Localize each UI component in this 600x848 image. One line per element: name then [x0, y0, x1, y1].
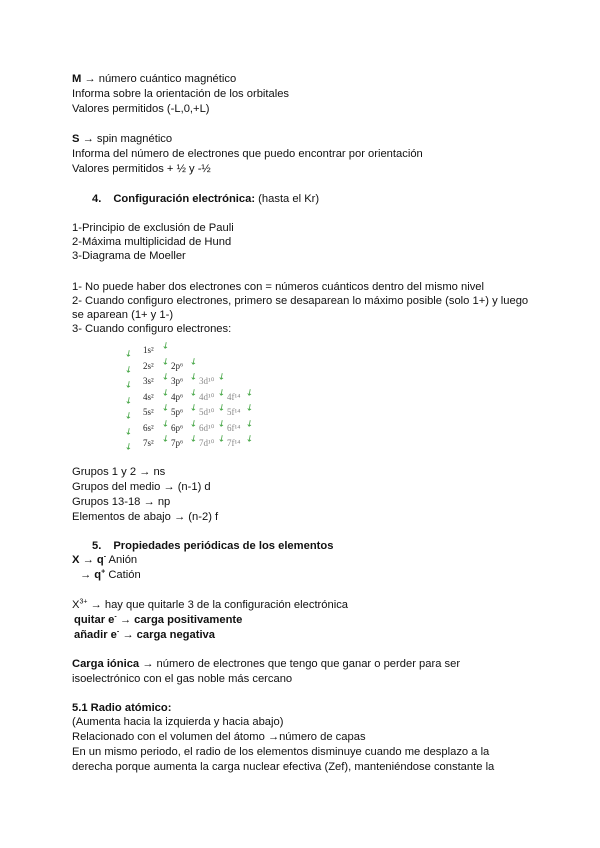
anadir-text: añadir e — [74, 629, 117, 641]
orbital-7f¹⁴: 7f¹⁴ — [227, 438, 241, 448]
orbital-3s²: 3s² — [143, 376, 154, 386]
orbital-3d¹⁰: 3d¹⁰ — [199, 376, 215, 386]
orbital-5d¹⁰: 5d¹⁰ — [199, 407, 215, 417]
quitar-sup: - — [114, 613, 117, 621]
diagonal-arrow-icon: ↙ — [187, 385, 200, 398]
group-line-3: Grupos 13-18 → np — [72, 496, 171, 508]
radio-line1: (Aumenta hacia la izquierda y hacia abajo) — [72, 716, 284, 728]
explanation-2-cont: se aparean (1+ y 1-) — [72, 309, 174, 321]
orbital-5p⁶: 5p⁶ — [171, 407, 184, 417]
anion-formula: X → q — [72, 554, 104, 566]
radio-line3: En un mismo periodo, el radio de los elementos disminuye cuando me desplazo a la — [72, 746, 490, 758]
principle-1: 1-Principio de exclusión de Pauli — [72, 222, 234, 234]
s-line1: Informa del número de electrones que puedo encontrar por orientación — [72, 148, 423, 160]
s-title-text: → spin magnético — [79, 133, 173, 145]
group-line-4: Elementos de abajo → (n-2) f — [72, 511, 219, 523]
radio-line4: derecha porque aumenta la carga nuclear efectiva (Zef), manteniéndose constante la — [72, 761, 495, 773]
s-line2: Valores permitidos + ½ y -½ — [72, 163, 211, 175]
principle-3: 3-Diagrama de Moeller — [72, 250, 186, 262]
group-line-1: Grupos 1 y 2 → ns — [72, 466, 166, 478]
cation-line — [80, 568, 141, 582]
orbital-1s²: 1s² — [143, 345, 154, 355]
diagonal-arrow-icon: ↙ — [122, 424, 135, 437]
m-title-text: → número cuántico magnético — [81, 73, 237, 85]
orbital-7d¹⁰: 7d¹⁰ — [199, 438, 215, 448]
x3-sup: 3+ — [79, 598, 88, 606]
quitar-text: quitar e — [74, 614, 115, 626]
carga-ionica-term: Carga iónica — [72, 658, 140, 670]
diagonal-arrow-icon: ↙ — [122, 393, 135, 406]
orbital-4f¹⁴: 4f¹⁴ — [227, 391, 241, 402]
diagonal-arrow-icon: ↙ — [159, 431, 172, 445]
diagonal-arrow-icon: ↙ — [243, 385, 256, 398]
quitar-line — [74, 613, 242, 627]
anadir-line — [74, 628, 215, 642]
carga-ionica-line — [72, 657, 460, 671]
diagonal-arrow-icon: ↙ — [187, 400, 200, 414]
diagonal-arrow-icon: ↙ — [159, 338, 172, 352]
heading-4-note: (hasta el Kr) — [255, 193, 320, 205]
diagonal-arrow-icon: ↙ — [187, 354, 200, 367]
cation-arrow: → — [80, 569, 95, 581]
cation-label: Catión — [105, 569, 141, 581]
anadir-sup: - — [116, 628, 120, 636]
orbital-4p⁶: 4p⁶ — [171, 391, 184, 402]
diagonal-arrow-icon: ↙ — [159, 369, 172, 383]
anion-sup: - — [103, 553, 107, 561]
x3-text: → hay que quitarle 3 de la configuración electrónica — [87, 599, 349, 611]
quitar-result: → carga positivamente — [116, 614, 243, 626]
diagonal-arrow-icon: ↙ — [122, 346, 135, 360]
diagonal-arrow-icon: ↙ — [159, 354, 172, 367]
diagonal-arrow-icon: ↙ — [187, 369, 200, 383]
principle-2: 2-Máxima multiplicidad de Hund — [72, 236, 232, 248]
heading-4 — [92, 192, 319, 206]
explanation-1: 1- No puede haber dos electrones con = números cuánticos dentro del mismo nivel — [72, 281, 484, 293]
orbital-7s²: 7s² — [143, 438, 154, 448]
diagonal-arrow-icon: ↙ — [122, 408, 135, 422]
diagonal-arrow-icon: ↙ — [215, 400, 228, 414]
orbital-3p⁶: 3p⁶ — [171, 376, 184, 386]
cation-formula: q — [94, 569, 102, 581]
diagonal-arrow-icon: ↙ — [159, 416, 172, 429]
moeller-diagram — [115, 338, 265, 455]
diagonal-arrow-icon: ↙ — [187, 431, 200, 445]
diagonal-arrow-icon: ↙ — [243, 431, 256, 445]
x3-line — [72, 598, 348, 612]
heading-5-number: 5. — [92, 540, 102, 552]
x3-base: X — [72, 599, 80, 611]
orbital-2s²: 2s² — [143, 360, 154, 371]
orbital-7p⁶: 7p⁶ — [171, 438, 184, 448]
orbital-6f¹⁴: 6f¹⁴ — [227, 422, 241, 433]
orbital-4d¹⁰: 4d¹⁰ — [199, 391, 215, 402]
heading-5 — [92, 539, 333, 553]
orbital-6d¹⁰: 6d¹⁰ — [199, 422, 215, 433]
orbital-6p⁶: 6p⁶ — [171, 422, 184, 433]
heading-5-title: Propiedades periódicas de los elementos — [113, 540, 334, 552]
diagonal-arrow-icon: ↙ — [122, 377, 135, 391]
carga-ionica-def: → número de electrones que tengo que ganar o perder para ser — [139, 658, 461, 670]
explanation-3: 3- Cuando configuro electrones: — [72, 323, 232, 335]
explanation-2: 2- Cuando configuro electrones, primero se desaparean lo máximo posible (solo 1+) y luego — [72, 295, 529, 307]
anadir-result: → carga negativa — [119, 629, 216, 641]
diagonal-arrow-icon: ↙ — [215, 431, 228, 445]
m-line2: Valores permitidos (-L,0,+L) — [72, 103, 210, 115]
orbital-5f¹⁴: 5f¹⁴ — [227, 407, 241, 417]
orbital-6s²: 6s² — [143, 422, 154, 433]
diagonal-arrow-icon: ↙ — [215, 416, 228, 429]
diagonal-arrow-icon: ↙ — [122, 439, 135, 453]
cation-sup: + — [101, 568, 106, 576]
radio-title: 5.1 Radio atómico: — [72, 702, 172, 714]
diagonal-arrow-icon: ↙ — [122, 362, 135, 375]
diagonal-arrow-icon: ↙ — [187, 416, 200, 429]
s-title — [72, 132, 172, 146]
radio-line2: Relacionado con el volumen del átomo →número de capas — [72, 731, 366, 743]
s-letter: S — [72, 133, 80, 145]
diagonal-arrow-icon: ↙ — [159, 385, 172, 398]
heading-4-number: 4. — [92, 193, 102, 205]
diagonal-arrow-icon: ↙ — [243, 416, 256, 429]
carga-ionica-line2: isoelectrónico con el gas noble más cercano — [72, 673, 293, 685]
m-title — [72, 72, 236, 86]
m-line1: Informa sobre la orientación de los orbitales — [72, 88, 290, 100]
diagonal-arrow-icon: ↙ — [215, 385, 228, 398]
group-line-2: Grupos del medio → (n-1) d — [72, 481, 211, 493]
anion-line — [72, 553, 137, 567]
orbital-5s²: 5s² — [143, 407, 154, 417]
orbital-4s²: 4s² — [143, 391, 154, 402]
diagonal-arrow-icon: ↙ — [215, 369, 228, 383]
m-letter: M — [72, 73, 82, 85]
anion-label: Anión — [106, 554, 138, 566]
diagonal-arrow-icon: ↙ — [159, 400, 172, 414]
heading-4-title: Configuración electrónica: — [113, 193, 256, 205]
orbital-2p⁶: 2p⁶ — [171, 360, 184, 371]
diagonal-arrow-icon: ↙ — [243, 400, 256, 414]
